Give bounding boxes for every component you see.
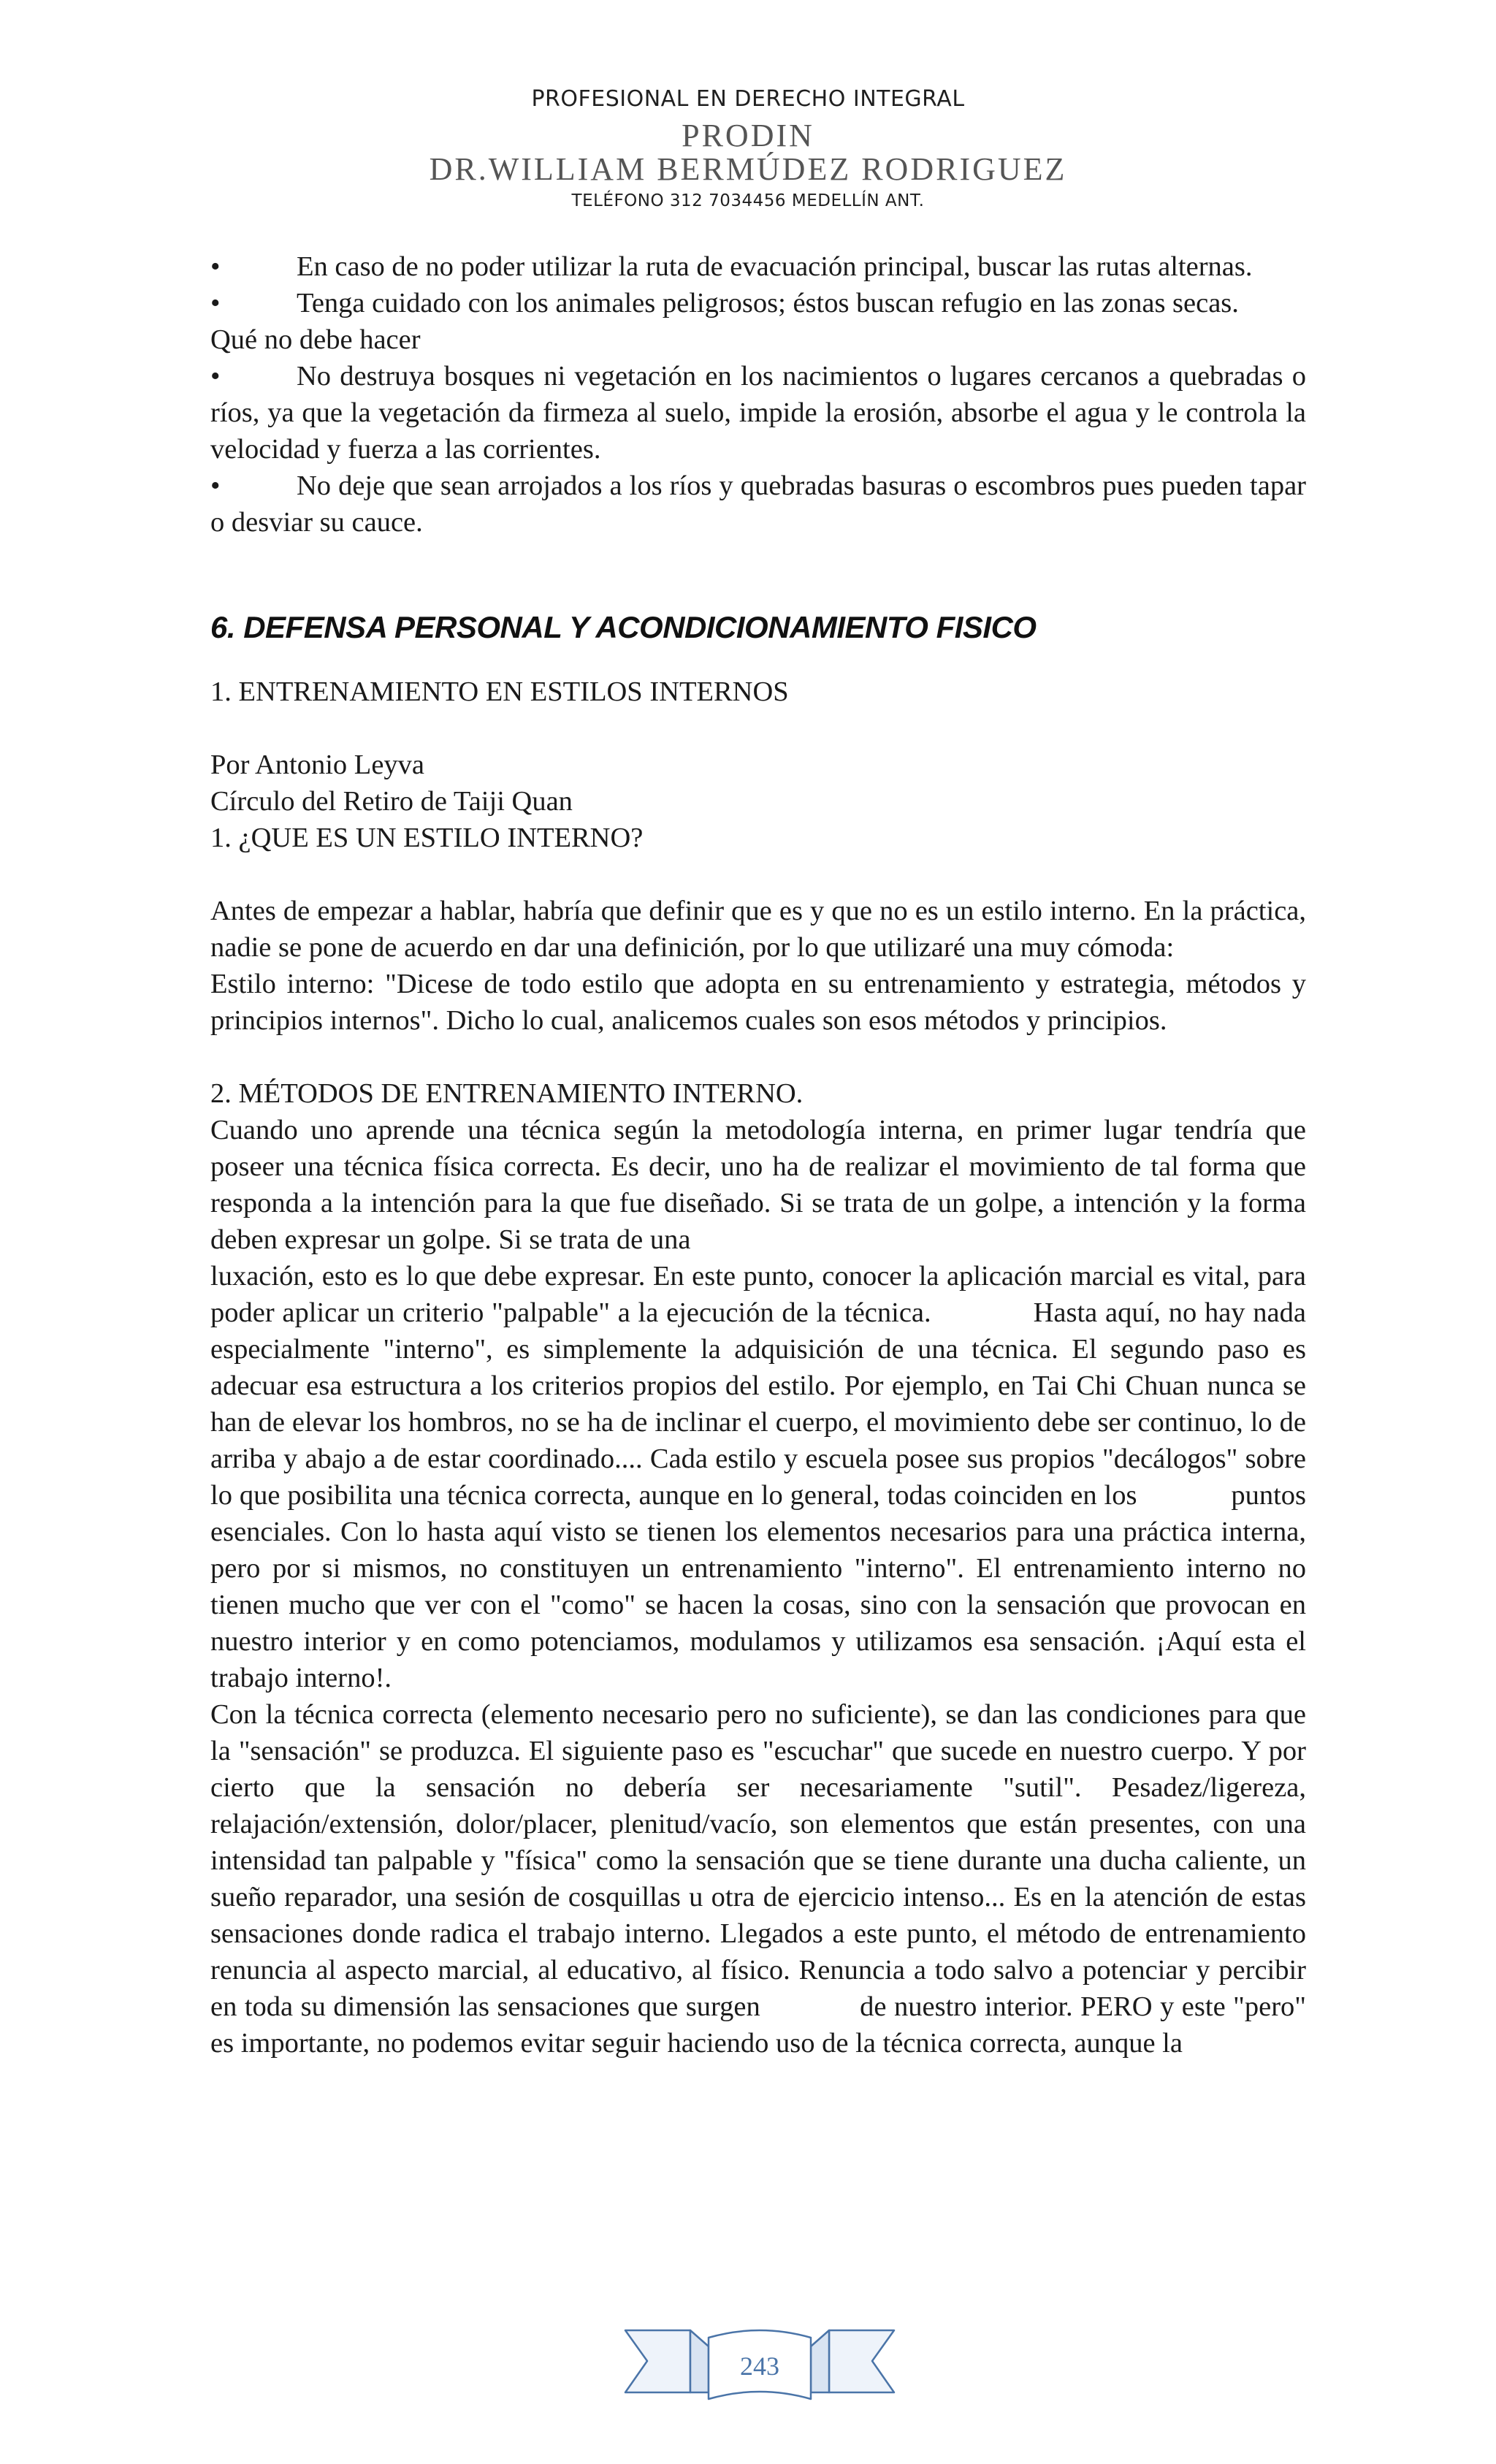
spacer (210, 856, 1306, 893)
page-number-ribbon (621, 2323, 898, 2403)
methods-heading: 2. MÉTODOS DE ENTRENAMIENTO INTERNO. (210, 1078, 804, 1109)
header-profession: PROFESIONAL EN DERECHO INTEGRAL (531, 86, 965, 112)
bullet-item: • No deje que sean arrojados a los ríos y quebradas basuras o escombros pues pueden tapar o desviar su cauce. (210, 468, 1306, 541)
document-body (210, 248, 1313, 2061)
paragraph: Con la técnica correcta (elemento necesario pero no suficiente), se dan las condiciones para que la "sensación" se produzca. El siguiente paso es "escuchar" que sucede en nuestro cuerpo. Y por cierto que la sensación no debería ser necesariamente "sutil". Pesadez/ligereza, relajación/extensión, dolor/placer, plenitud/vacío, son elementos que están presentes, con una intensidad tan palpable y "física" como la sensación que se tiene durante una ducha caliente, un sueño reparador, una sesión de cosquillas u otra de ejercicio intenso... Es en la atención de estas sensaciones donde radica el trabajo interno. Llegados a este punto, el método de entrenamiento renuncia al aspecto marcial, al educativo, al físico. Renuncia a todo salvo a potenciar y percibir en toda su dimensión las sensaciones que surgen de nuestro interior. PERO y este "pero" es importante, no podemos evitar seguir haciendo uso de la técnica correcta, aunque la (210, 1699, 1313, 2059)
paragraph: luxación, esto es lo que debe expresar. En este punto, conocer la aplicación marcial es vital, para poder aplicar un criterio "palpable" a la ejecución de la técnica. Hasta aquí, no hay nada especialmente "interno", es simplemente la adquisición de una técnica. El segundo paso es adecuar esa estructura a los criterios propios del estilo. Por ejemplo, en Tai Chi Chuan nunca se han de elevar los hombros, no se ha de inclinar el cuerpo, el movimiento debe ser continuo, lo de arriba y abajo a de estar coordinado.... Cada estilo y escuela posee sus propios "decálogos" sobre lo que posibilita una técnica correcta, aunque en lo general, todas coinciden en los puntos esenciales. Con lo hasta aquí visto se tienen los elementos necesarios para una práctica interna, pero por si mismos, no constituyen un entrenamiento "interno". El entrenamiento interno no tienen mucho que ver con el "como" se hacen la cosas, sino con la sensación que provocan en nuestro interior y en como potenciamos, modulamos y utilizamos esa sensación. ¡Aquí esta el trabajo interno!. (210, 1261, 1313, 1693)
bullet-item: • Tenga cuidado con los animales peligrosos; éstos buscan refugio en las zonas secas. (210, 285, 1306, 321)
paragraph: Cuando uno aprende una técnica según la metodología interna, en primer lugar tendría que poseer una técnica física correcta. Es decir, uno ha de realizar el movimiento de tal forma que responda a la intención para la que fue diseñado. Si se trata de un golpe, a intención y la forma deben expresar un golpe. Si se trata de una (210, 1115, 1306, 1255)
bullet-icon: • (210, 251, 221, 282)
bullet-icon: • (210, 361, 221, 392)
header-author-name: DR.WILLIAM BERMÚDEZ RODRIGUEZ (429, 151, 1067, 187)
subsection-heading: 1. ENTRENAMIENTO EN ESTILOS INTERNOS (210, 676, 789, 707)
bullet-item: • En caso de no poder utilizar la ruta de evacuación principal, buscar las rutas alternas. (210, 248, 1306, 285)
spacer (210, 710, 1306, 747)
author-line: Por Antonio Leyva (210, 750, 424, 780)
spacer (210, 541, 1306, 608)
no-hacer-heading: Qué no debe hacer (210, 324, 421, 355)
bullet-icon: • (210, 288, 221, 319)
bullet-item: • No destruya bosques ni vegetación en los nacimientos o lugares cercanos a quebradas o ríos, ya que la vegetación da firmeza al suelo, impide la erosión, absorbe el agua y le controla la velocidad y fuerza a las corrientes. (210, 358, 1306, 468)
paragraph: Estilo interno: "Dicese de todo estilo que adopta en su entrenamiento y estrategia, métodos y principios internos". Dicho lo cual, analicemos cuales son esos métodos y principios. (210, 969, 1306, 1036)
header-brand: PRODIN (682, 118, 814, 153)
spacer (210, 647, 1306, 674)
bullet-icon: • (210, 470, 221, 501)
question-heading: 1. ¿QUE ES UN ESTILO INTERNO? (210, 823, 644, 853)
spacer (210, 1039, 1306, 1075)
page-number: 243 (740, 2352, 779, 2381)
header-phone: TELÉFONO 312 7034456 MEDELLÍN ANT. (571, 191, 925, 210)
section-title: 6. DEFENSA PERSONAL Y ACONDICIONAMIENTO FISICO (210, 610, 1037, 644)
organization-line: Círculo del Retiro de Taiji Quan (210, 786, 573, 817)
paragraph: Antes de empezar a hablar, habría que definir que es y que no es un estilo interno. En la práctica, nadie se pone de acuerdo en dar una definición, por lo que utilizaré una muy cómoda: (210, 896, 1306, 963)
